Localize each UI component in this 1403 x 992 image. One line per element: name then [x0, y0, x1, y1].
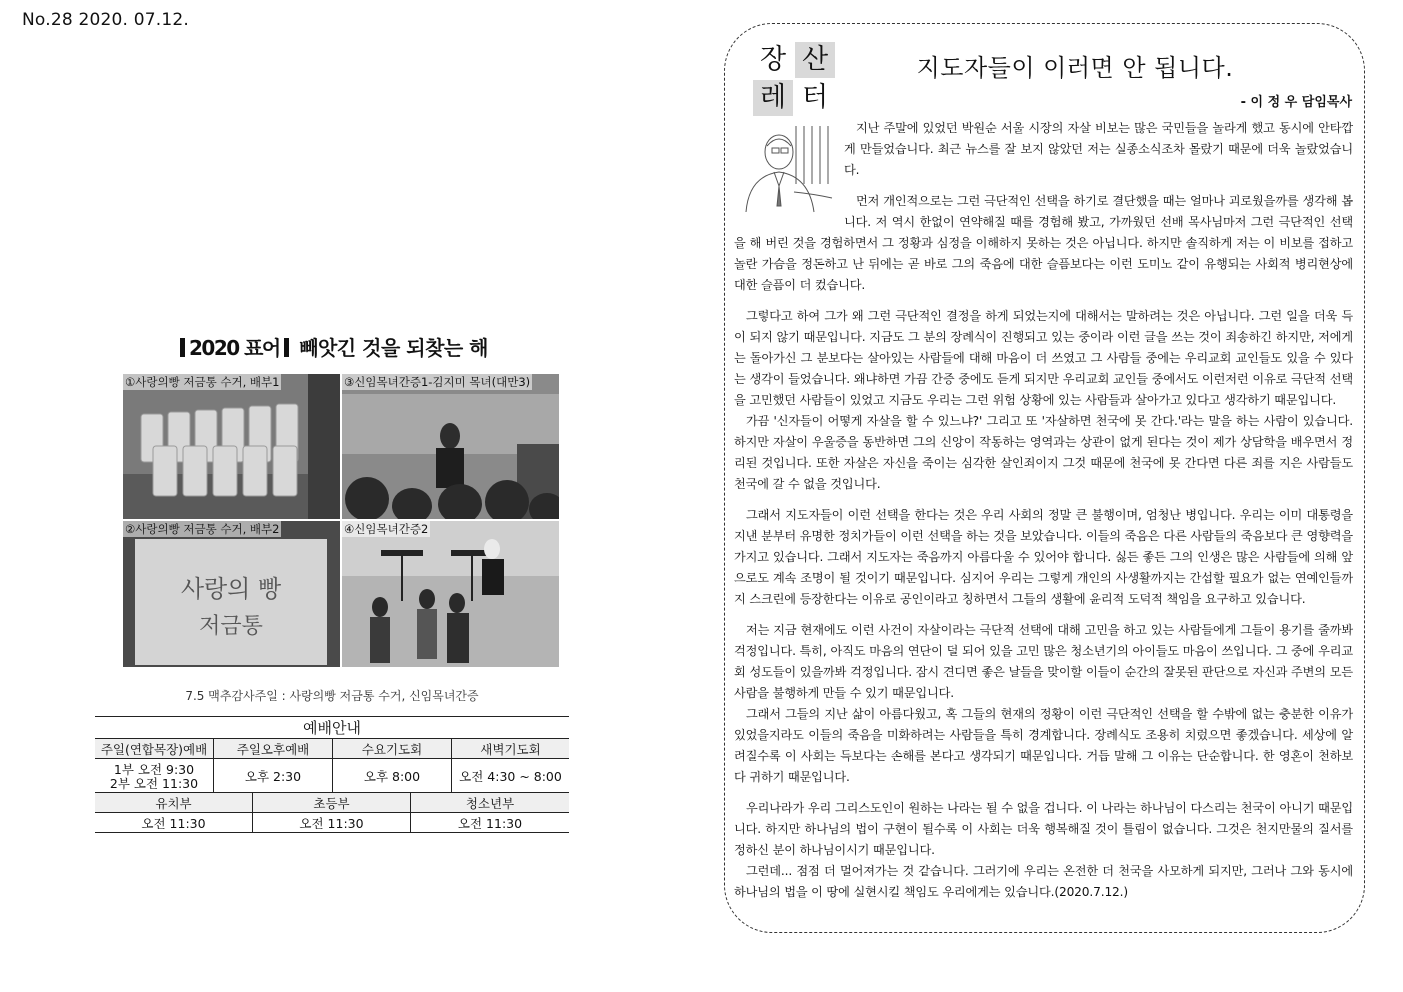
letter-title: 지도자들이 이러면 안 됩니다. [916, 54, 1234, 82]
value-kindergarten: 오전 11:30 [95, 813, 253, 833]
letter-paragraph-8: 우리나라가 우리 그리스도인이 원하는 나라는 될 수 없을 겁니다. 이 나라는 하나님이 다스리는 천국이 아니기 때문입니다. 하지만 하나님의 법이 구현이 될수록 이 사회는 더욱 행복해질 것이 틀림이 없습니다. 그것은 천지만물의 질서를 정하신 분이 하나님이시기 때문입니다. [734, 801, 1353, 857]
issue-number: No.28 2020. 07.12. [22, 10, 190, 30]
header-elementary: 초등부 [253, 793, 411, 813]
masthead-char-4: 터 [801, 82, 829, 113]
letter-paragraph-6: 저는 지금 현재에도 이런 사건이 자살이라는 극단적 선택에 대해 고민을 하고 있는 사람들에게 그들이 용기를 줄까봐 걱정입니다. 특히, 아직도 마음의 연단이 덜 되어 있을 고민 많은 청소년기의 아이들도 마음이 쓰입니다. 그 중에 우리교회 성도들이 있을까봐 걱정입니다. 잠시 견디면 좋은 날들을 맞이할 이들이 순간의 잘못된 판단으로 자신과 주변의 모든 사람을 불행하게 만들 수 있기 때문입니다. [734, 623, 1353, 700]
letter-paragraph-2: 먼저 개인적으로는 그런 극단적인 선택을 하기로 결단했을 때는 얼마나 괴로웠을까를 생각해 봅니다. 저 역시 한없이 연약해질 때를 경험해 봤고, 가까웠던 선배 목사님마저 그런 극단적인 선택을 해 버린 것을 경험하면서 그 정황과 심정을 이해하지 못하는 것은 아닙니다. 하지만 솔직하게 저는 이 비보를 접하고 놀란 가슴을 정돈하고 난 뒤에는 곧 바로 그의 죽음에 대한 슬픔보다는 이런 도미노 같이 유행되는 사회적 병리현상에 대한 슬픔이 더 컸습니다. [734, 194, 1353, 292]
value-elementary: 오전 11:30 [253, 813, 411, 833]
letter-paragraph-3: 그렇다고 하여 그가 왜 그런 극단적인 결정을 하게 되었는지에 대해서는 말하려는 것은 아닙니다. 그런 일을 더욱 득이 되지 않기 때문입니다. 지금도 그 분의 장례식이 진행되고 있는 중이라 이런 글을 쓰는 것이 죄송하긴 하지만, 저에게는 돌아가신 그 분보다는 살아있는 사람들에 대해 마음이 더 쓰였고 그 사람들 중에는 우리교회 교인들도 있을 수 있다는 생각이 들었습니다. 왜냐하면 가끔 간증 중에도 듣게 되지만 우리교회 교인들 중에서도 이런저런 이유로 극단적 선택을 고민했던 사람들이 있었고 지금도 우리는 그런 위험 상황에 있는 사람들과 살아가고 있다고 생각하기 때문입니다. [734, 309, 1353, 407]
letter-masthead [753, 42, 835, 116]
letter-byline: - 이 정 우 담임목사 [1240, 95, 1352, 110]
masthead-char-2: 산 [795, 42, 835, 78]
worship-title: 예배안내 [303, 719, 361, 737]
value-wednesday-prayer: 오후 8:00 [333, 759, 452, 796]
worship-schedule-table [95, 716, 569, 796]
motto-text: 빼앗긴 것을 되찾는 해 [299, 336, 489, 360]
letter-paragraph-7: 그래서 그들의 지난 삶이 아름다웠고, 혹 그들의 현재의 정황이 이런 극단적인 선택을 할 수밖에 없는 충분한 이유가 있었을지라도 이들의 죽음을 미화하려는 사람들을 특히 경계합니다. 장례식도 조용히 치렀으면 좋겠습니다. 세상에 알려질수록 이 사회는 득보다는 손해를 본다고 생각되기 때문입니다. 거듭 말해 그 이유는 단순합니다. 한 영혼이 천하보다 귀하기 때문입니다. [734, 707, 1353, 784]
photo-testimony-1 [342, 374, 559, 519]
photo-testimony-2 [342, 521, 559, 667]
letter-paragraph-4: 가끔 '신자들이 어떻게 자살을 할 수 있느냐?' 그리고 또 '자살하면 천국에 못 간다.'라는 말을 하는 사람이 있습니다. 하지만 자살이 우울증을 동반하면 그의 신앙이 작동하는 영역과는 상관이 없게 된다는 것이 제가 상담학을 배우면서 정리된 것입니다. 또한 자살은 자신을 죽이는 심각한 살인죄이지 그것 때문에 천국에 못 간다면 다른 죄를 지은 사람들도 천국에 갈 수 없을 것입니다. [734, 414, 1353, 491]
motto-bar-right [284, 338, 289, 357]
pastor-sketch-image [734, 124, 834, 214]
value-dawn-prayer: 오전 4:30 ~ 8:00 [452, 759, 570, 796]
value-sunday-afternoon: 오후 2:30 [214, 759, 333, 796]
letter-paragraph-5: 그래서 지도자들이 이런 선택을 한다는 것은 우리 사회의 정말 큰 불행이며, 엄청난 병입니다. 우리는 이미 대통령을 지낸 분부터 유명한 정치가들이 이런 선택을 하는 것을 보았습니다. 이들의 죽음은 다른 사람들의 죽음보다 큰 영향력을 가지고 있습니다. 그래서 지도자는 죽음까지 아름다울 수 있어야 합니다. 싫든 좋든 그의 인생은 많은 사람들에 의해 앞으로도 계속 조명이 될 것이기 때문입니다. 심지어 우리는 그렇게 개인의 사생활까지는 간섭할 필요가 없는 연예인들까지 스크린에 등장한다는 이유로 공인이라고 칭하면서 그들의 생활에 윤리적 도덕적 책임을 요구하고 있습니다. [734, 508, 1353, 606]
department-schedule-table [95, 792, 569, 833]
motto-label: 2020 표어 [188, 336, 280, 360]
letter-paragraph-1: 지난 주말에 있었던 박원순 서울 시장의 자살 비보는 많은 국민들을 놀라게 했고 동시에 안타깝게 만들었습니다. 최근 뉴스를 잘 보지 않았던 저는 실종소식조차 몰랐기 때문에 더욱 놀랐었습니다. [844, 121, 1353, 177]
sign-text-line2: 저금통 [199, 614, 263, 639]
header-dawn-prayer: 새벽기도회 [452, 739, 570, 759]
photo-bread-bank-2 [123, 521, 340, 667]
letter-body [734, 118, 1353, 903]
header-kindergarten: 유치부 [95, 793, 253, 813]
photo-grid [123, 374, 559, 667]
sign-text-line1: 사랑의 빵 [180, 575, 282, 603]
motto-heading [95, 332, 569, 361]
photo-caption-1: ①사랑의빵 저금통 수거, 배부1 [125, 375, 280, 389]
photo-bread-bank-1-image [123, 374, 340, 519]
header-youth: 청소년부 [411, 793, 570, 813]
header-sunday-service: 주일(연합목장)예배 [95, 739, 214, 759]
photo-caption-3: ②사랑의빵 저금통 수거, 배부2 [125, 522, 280, 536]
pastor-portrait [734, 118, 844, 216]
photo-caption-2: ③신임목녀간증1-김지미 목녀(대만3) [344, 375, 531, 389]
photo-bread-bank-1 [123, 374, 340, 519]
letter-paragraph-9: 그런데... 점점 더 멀어져가는 것 같습니다. 그러기에 우리는 온전한 더 천국을 사모하게 되지만, 그러나 그와 동시에 하나님의 법을 이 땅에 실현시킬 책임도 우리에게는 있습니다.(2020.7.12.) [734, 864, 1353, 899]
sunday-service-line2: 2부 오전 11:30 [109, 776, 199, 791]
header-wednesday-prayer: 수요기도회 [333, 739, 452, 759]
photo-testimony-2-image [342, 521, 559, 667]
photo-caption-4: ④신임목녀간증2 [344, 522, 429, 536]
masthead-char-1: 장 [759, 44, 787, 75]
photos-summary-caption: 7.5 맥추감사주일 : 사랑의빵 저금통 수거, 신임목녀간증 [185, 689, 479, 703]
value-sunday-service [95, 759, 214, 796]
header-sunday-afternoon: 주일오후예배 [214, 739, 333, 759]
photo-testimony-1-image [342, 374, 559, 519]
photo-bread-bank-2-image [123, 521, 340, 667]
motto-bar-left [180, 338, 185, 357]
value-youth: 오전 11:30 [411, 813, 570, 833]
sunday-service-line1: 1부 오전 9:30 [113, 762, 195, 777]
masthead-char-3: 레 [753, 80, 793, 116]
